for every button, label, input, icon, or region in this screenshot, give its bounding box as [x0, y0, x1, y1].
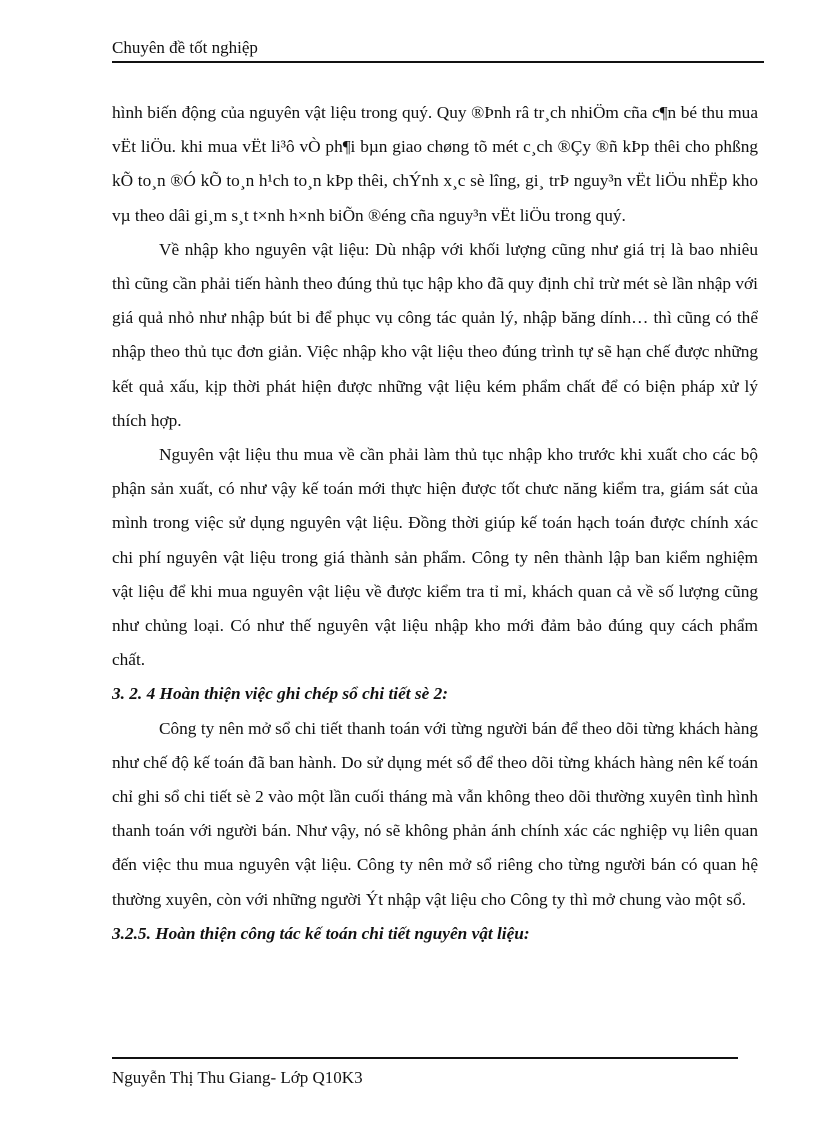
section-heading-3-2-5: 3.2.5. Hoàn thiện công tác kế toán chi tiết nguyên vật liệu:: [112, 923, 530, 943]
footer-divider: [112, 1057, 738, 1059]
paragraph-ledger-detail: Công ty nên mở sổ chi tiết thanh toán với từng người bán để theo dõi từng khách hàng như chế độ kế toán đã ban hành. Do sử dụng mét sổ để theo dõi từng khách hàng nên kế toán chỉ ghi sổ chi tiết sè 2 vào một lần cuối tháng mà vẫn không theo dõi thường xuyên tình hình thanh toán với người bán. Như vậy, nó sẽ không phản ánh chính xác các nghiệp vụ liên quan đến việc thu mua nguyên vật liệu. Công ty nên mở sổ riêng cho từng người bán có quan hệ thường xuyên, còn với những người Ýt nhập vật liệu cho Công ty thì mở chung vào một sổ.: [112, 718, 758, 909]
page-header: [112, 38, 764, 58]
page-footer: [112, 1068, 363, 1088]
section-heading-3-2-4: 3. 2. 4 Hoàn thiện việc ghi chép sổ chi tiết sè 2:: [112, 684, 449, 704]
paragraph-receipt-procedure: Nguyên vật liệu thu mua về cần phải làm thủ tục nhập kho trước khi xuất cho các bộ phận sản xuất, có như vậy kế toán mới thực hiện được tốt chưc năng kiểm tra, giám sát của mình trong việc sử dụng nguyên vật liệu. Đồng thời giúp kế toán hạch toán được chính xác chi phí nguyên vật liệu trong giá thành sản phẩm. Công ty nên thành lập ban kiểm nghiệm vật liệu để khi mua nguyên vật liệu về được kiểm tra tỉ mỉ, khách quan cả về số lượng cũng như chủng loại. Có như thế nguyên vật liệu nhập kho mới đảm bảo đúng quy cách phẩm chất.: [112, 445, 758, 670]
paragraph-warehouse-receipt: Về nhập kho nguyên vật liệu: Dù nhập với khối lượng cũng như giá trị là bao nhiêu thì cũng cần phải tiến hành theo đúng thủ tục hập kho đã quy định chỉ trừ mét sè lần nhập với giá quả nhỏ như nhập bút bi để phục vụ công tác quản lý, nhập băng dính… thì cũng có thể nhập theo thủ tục đơn giản. Việc nhập kho vật liệu theo đúng trình tự sẽ hạn chế được những kết quả xấu, kịp thời phát hiện được những vật liệu kém phẩm chất để có biện pháp xử lý thích hợp.: [112, 239, 758, 430]
header-divider: [112, 61, 764, 63]
footer-author: Nguyễn Thị Thu Giang- Lớp Q10K3: [112, 1068, 363, 1087]
document-body: [112, 96, 758, 951]
header-title: Chuyên đề tốt nghiệp: [112, 38, 258, 57]
paragraph-continuation: hình biến động của nguyên vật liệu trong quý. Quy ®Þnh râ tr¸ch nhiÖm cña c¶n bé thu mua vËt liÖu. khi mua vËt li³ô vÒ ph¶i bµn giao chøng tõ mét c¸ch ®Çy ®ñ kÞp thêi cho phßng kÕ to¸n ®Ó kÕ to¸n h¹ch to¸n kÞp thêi, chÝnh x¸c sè lîng, gi¸ trÞ nguy³n vËt liÖu nhËp kho vµ theo dâi gi¸m s¸t t×nh h×nh biÕn ®éng cña nguy³n vËt liÖu trong quý.: [112, 103, 758, 225]
